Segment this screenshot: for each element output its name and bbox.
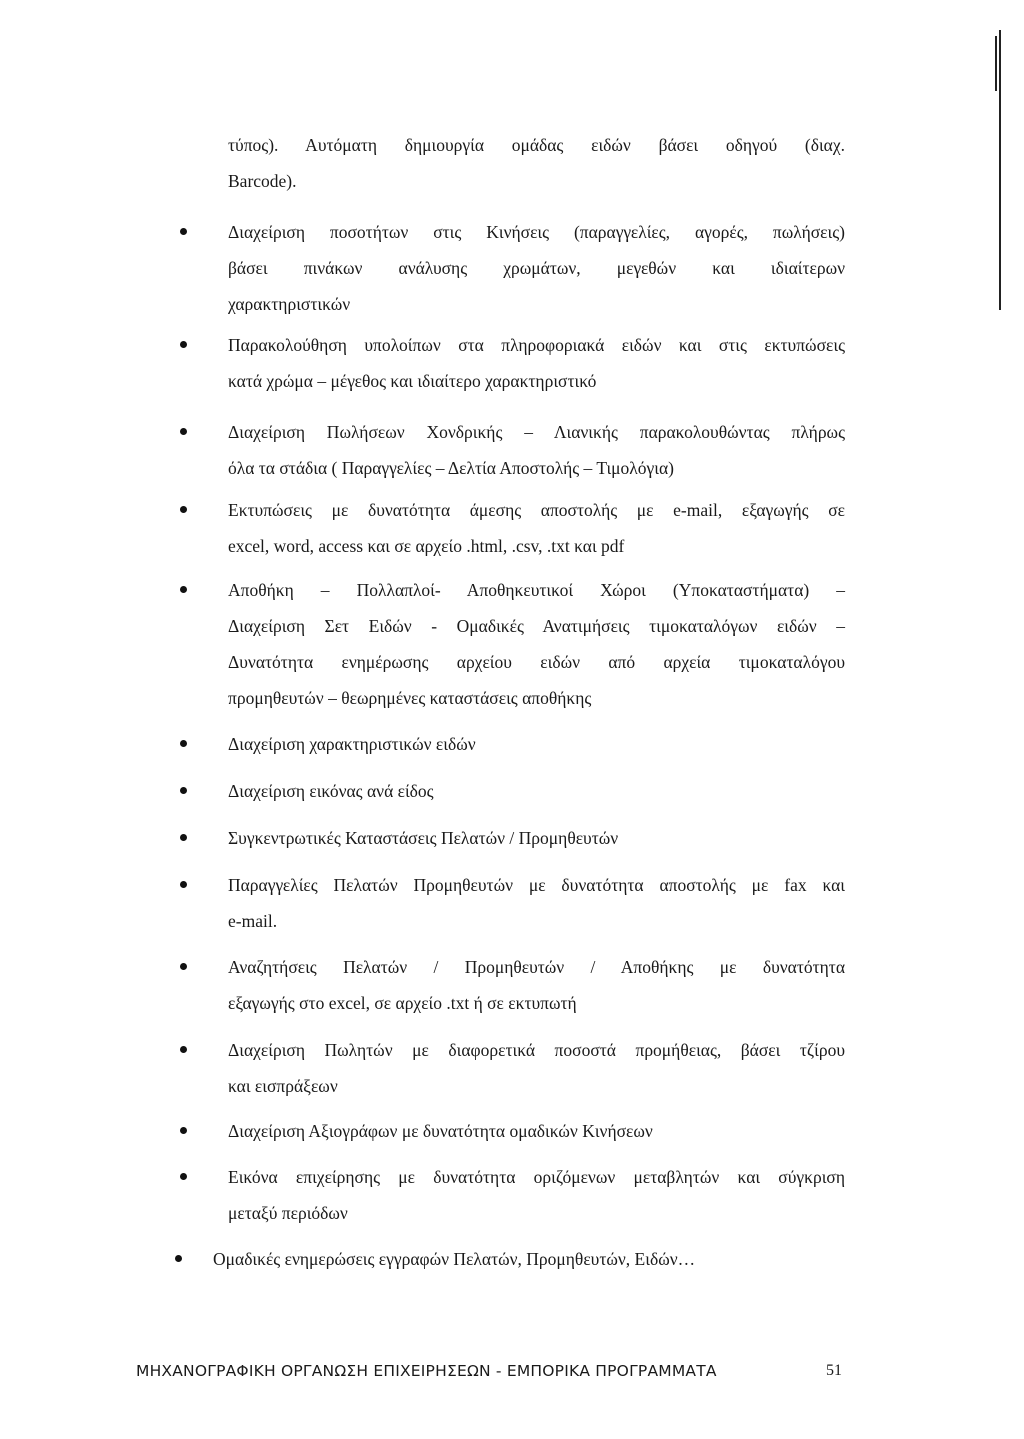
list-item-line: Αποθήκη – Πολλαπλοί- Αποθηκευτικοί Χώροι (Υποκαταστήματα) – — [228, 580, 845, 600]
list-item-line: Συγκεντρωτικές Καταστάσεις Πελατών / Προμηθευτών — [228, 828, 619, 848]
bullet-icon — [180, 1127, 187, 1134]
list-item-line: βάσει πινάκων ανάλυσης χρωμάτων, μεγεθών και ιδιαίτερων — [228, 258, 845, 278]
bullet-icon — [180, 787, 187, 794]
list-item — [228, 1159, 845, 1231]
bullet-icon — [175, 1255, 182, 1262]
list-item-line: Διαχείριση Πωλήσεων Χονδρικής – Λιανικής παρακολουθώντας πλήρως — [228, 422, 845, 442]
list-item-line: Διαχείριση εικόνας ανά είδος — [228, 781, 434, 801]
list-item-line: μεταξύ περιόδων — [228, 1203, 348, 1223]
paragraph-line: τύπος). Αυτόματη δημιουργία ομάδας ειδών βάσει οδηγού (διαχ. — [228, 135, 845, 155]
list-item-line: Διαχείριση Πωλητών με διαφορετικά ποσοστά προμήθειας, βάσει τζίρου — [228, 1040, 845, 1060]
bullet-icon — [180, 341, 187, 348]
page-edge-line — [999, 30, 1001, 310]
list-item-line: εξαγωγής στο excel, σε αρχείο .txt ή σε εκτυπωτή — [228, 993, 577, 1013]
list-item-line: Παραγγελίες Πελατών Προμηθευτών με δυνατότητα αποστολής με fax και — [228, 875, 845, 895]
list-item-line: Εκτυπώσεις με δυνατότητα άμεσης αποστολής με e-mail, εξαγωγής σε — [228, 500, 845, 520]
page-edge-line-short — [995, 36, 997, 91]
list-item-line: και εισπράξεων — [228, 1076, 338, 1096]
list-item — [228, 572, 845, 716]
bullet-icon — [180, 1173, 187, 1180]
list-item-line: προμηθευτών – θεωρημένες καταστάσεις αποθήκης — [228, 688, 592, 708]
bullet-icon — [180, 740, 187, 747]
list-item — [228, 414, 845, 486]
paragraph-line: Barcode). — [228, 171, 297, 191]
list-item-line: Διαχείριση ποσοτήτων στις Κινήσεις (παραγγελίες, αγορές, πωλήσεις) — [228, 222, 845, 242]
list-item-line: Ομαδικές ενημερώσεις εγγραφών Πελατών, Προμηθευτών, Ειδών… — [213, 1249, 696, 1269]
list-item-line: χαρακτηριστικών — [228, 294, 351, 314]
list-item-line: κατά χρώμα – μέγεθος και ιδιαίτερο χαρακτηριστικό — [228, 371, 597, 391]
list-item — [228, 820, 845, 856]
list-item — [228, 492, 845, 564]
list-item-line: Διαχείριση Αξιογράφων με δυνατότητα ομαδικών Κινήσεων — [228, 1121, 653, 1141]
list-item — [228, 726, 845, 762]
list-item-line: Διαχείριση Σετ Ειδών - Ομαδικές Ανατιμήσεις τιμοκαταλόγων ειδών – — [228, 616, 845, 636]
continuation-paragraph — [228, 127, 845, 199]
bullet-icon — [180, 834, 187, 841]
bullet-icon — [180, 428, 187, 435]
bullet-icon — [180, 586, 187, 593]
list-item — [228, 1032, 845, 1104]
page-footer-title: ΜΗΧΑΝΟΓΡΑΦΙΚΗ ΟΡΓΑΝΩΣΗ ΕΠΙΧΕΙΡΗΣΕΩΝ - ΕΜΠΟΡΙΚΑ ΠΡΟΓΡΑΜΜΑΤΑ — [136, 1362, 717, 1380]
list-item — [228, 327, 845, 399]
list-item — [213, 1241, 830, 1277]
list-item-line: Αναζητήσεις Πελατών / Προμηθευτών / Αποθήκης με δυνατότητα — [228, 957, 845, 977]
bullet-icon — [180, 228, 187, 235]
bullet-icon — [180, 963, 187, 970]
list-item — [228, 949, 845, 1021]
bullet-icon — [180, 506, 187, 513]
list-item — [228, 867, 845, 939]
bullet-icon — [180, 1046, 187, 1053]
list-item-line: excel, word, access και σε αρχείο .html, .csv, .txt και pdf — [228, 536, 625, 556]
list-item-line: e-mail. — [228, 911, 278, 931]
list-item-line: όλα τα στάδια ( Παραγγελίες – Δελτία Αποστολής – Τιμολόγια) — [228, 458, 674, 478]
list-item-line: Διαχείριση χαρακτηριστικών ειδών — [228, 734, 476, 754]
bullet-icon — [180, 881, 187, 888]
list-item-line: Εικόνα επιχείρησης με δυνατότητα οριζόμενων μεταβλητών και σύγκριση — [228, 1167, 845, 1187]
list-item-line: Παρακολούθηση υπολοίπων στα πληροφοριακά ειδών και στις εκτυπώσεις — [228, 335, 845, 355]
list-item — [228, 1113, 845, 1149]
list-item — [228, 214, 845, 322]
list-item-line: Δυνατότητα ενημέρωσης αρχείου ειδών από αρχεία τιμοκαταλόγου — [228, 652, 845, 672]
list-item — [228, 773, 845, 809]
page-number: 51 — [826, 1362, 842, 1379]
